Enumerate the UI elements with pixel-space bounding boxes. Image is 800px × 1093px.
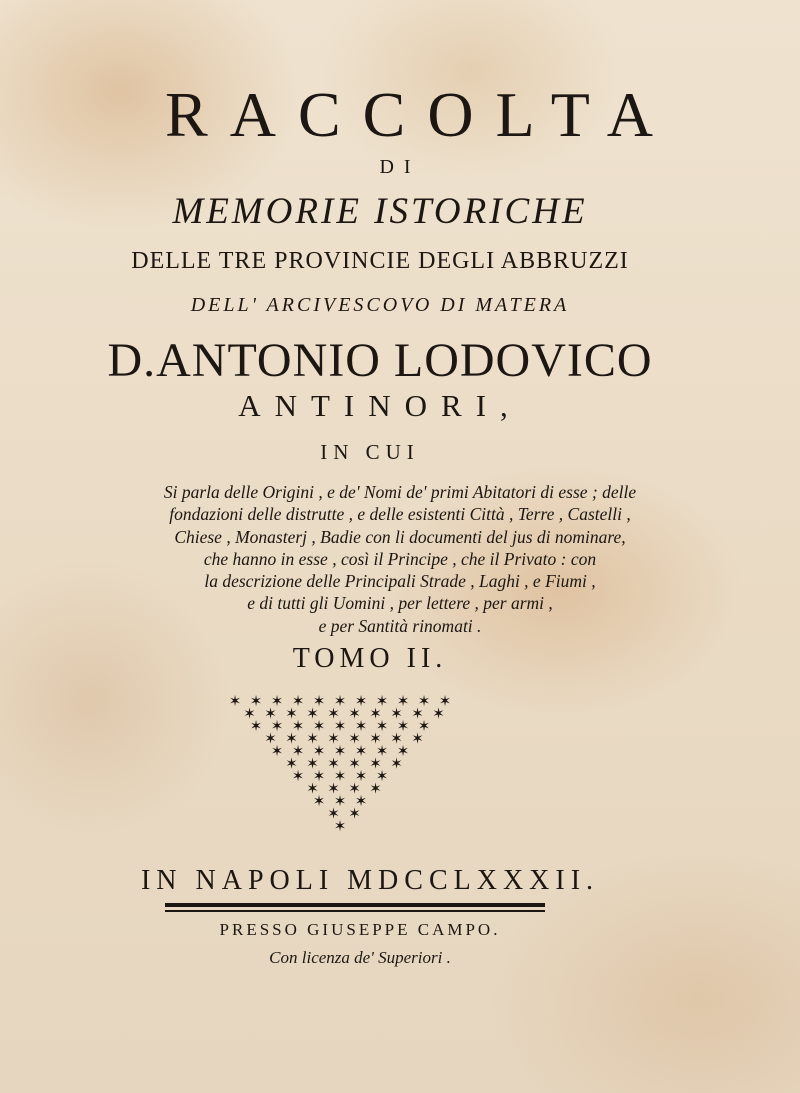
ornament-star: ✶ <box>333 792 347 810</box>
ornament-star: ✶ <box>348 804 361 823</box>
ornament-star: ✶ <box>369 754 382 773</box>
ornament-star: ✶ <box>243 704 256 723</box>
ornament-star: ✶ <box>333 742 347 760</box>
book-subject: DELLE TRE PROVINCIE DEGLI ABBRUZZI <box>131 248 629 274</box>
ornament-star: ✶ <box>285 754 298 773</box>
star-ornament <box>215 692 465 842</box>
ornament-star: ✶ <box>354 742 368 760</box>
ornament-star: ✶ <box>411 729 424 748</box>
ornament-star: ✶ <box>327 754 340 773</box>
ornament-star: ✶ <box>396 692 410 710</box>
ornament-star: ✶ <box>327 779 340 798</box>
ornament-star: ✶ <box>390 729 403 748</box>
ornament-star: ✶ <box>285 704 298 723</box>
ornament-star: ✶ <box>327 704 340 723</box>
description-line: che hanno in esse , così il Principe , che il Privato : con <box>203 548 597 569</box>
volume-number: TOMO II. <box>292 643 448 674</box>
ornament-star: ✶ <box>333 717 347 735</box>
ornament-star: ✶ <box>312 767 326 785</box>
author-name: D.ANTONIO LODOVICO <box>107 334 653 387</box>
ornament-star: ✶ <box>333 817 347 835</box>
ornament-star: ✶ <box>432 704 445 723</box>
ornament-star: ✶ <box>369 729 382 748</box>
ornament-star: ✶ <box>354 792 368 810</box>
double-rule-thin <box>165 910 545 912</box>
ornament-star: ✶ <box>312 717 326 735</box>
ornament-star: ✶ <box>354 767 368 785</box>
ornament-star: ✶ <box>354 692 368 710</box>
ornament-star: ✶ <box>390 704 403 723</box>
ornament-star: ✶ <box>264 704 277 723</box>
ornament-star: ✶ <box>333 767 347 785</box>
ornament-star: ✶ <box>417 692 431 710</box>
ornament-star: ✶ <box>270 717 284 735</box>
license-note: Con licenza de' Superiori . <box>269 948 451 967</box>
ornament-star: ✶ <box>396 717 410 735</box>
ornament-star: ✶ <box>417 717 431 735</box>
ornament-star: ✶ <box>327 729 340 748</box>
ornament-star: ✶ <box>375 717 389 735</box>
ornament-star: ✶ <box>264 729 277 748</box>
ornament-star: ✶ <box>291 692 305 710</box>
ornament-star: ✶ <box>312 742 326 760</box>
ornament-star: ✶ <box>285 729 298 748</box>
ornament-star: ✶ <box>375 692 389 710</box>
ornament-star: ✶ <box>306 704 319 723</box>
description-block <box>0 481 800 637</box>
ornament-star: ✶ <box>369 704 382 723</box>
ornament-star: ✶ <box>354 717 368 735</box>
ornament-star: ✶ <box>348 704 361 723</box>
description-line: Si parla delle Origini , e de' Nomi de' primi Abitatori di esse ; delle <box>163 482 637 502</box>
in-cui-heading: IN CUI <box>320 440 420 464</box>
author-surname: ANTINORI, <box>238 388 522 423</box>
imprint-place: IN NAPOLI MDCCLXXXII. <box>140 865 600 896</box>
ornament-star: ✶ <box>438 692 452 710</box>
ornament-star: ✶ <box>291 742 305 760</box>
description-line: la descrizione delle Principali Strade , Laghi , e Fiumi , <box>204 571 596 592</box>
ornament-star: ✶ <box>270 742 284 760</box>
title-connector: DI <box>379 156 421 178</box>
ornament-star: ✶ <box>306 754 319 773</box>
ornament-star: ✶ <box>306 729 319 748</box>
double-rule-thick <box>165 903 545 907</box>
ornament-star: ✶ <box>249 692 263 710</box>
ornament-star: ✶ <box>348 779 361 798</box>
ornament-star: ✶ <box>369 779 382 798</box>
ornament-star: ✶ <box>228 692 242 710</box>
ornament-star: ✶ <box>390 754 403 773</box>
ornament-star: ✶ <box>270 692 284 710</box>
book-title: RACCOLTA <box>165 79 675 150</box>
book-subtitle: MEMORIE ISTORICHE <box>172 191 588 232</box>
ornament-star: ✶ <box>348 729 361 748</box>
author-title: DELL' ARCIVESCOVO DI MATERA <box>190 294 570 316</box>
description-line: Chiese , Monasterj , Badie con li documenti del jus di nominare, <box>174 526 626 547</box>
ornament-star: ✶ <box>375 742 389 760</box>
ornament-star: ✶ <box>249 717 263 735</box>
ornament-star: ✶ <box>306 779 319 798</box>
description-line: e per Santità rinomati . <box>318 615 482 636</box>
ornament-star: ✶ <box>375 767 389 785</box>
ornament-star: ✶ <box>291 717 305 735</box>
ornament-star: ✶ <box>411 704 424 723</box>
printer-name: PRESSO GIUSEPPE CAMPO. <box>219 920 501 939</box>
ornament-star: ✶ <box>333 692 347 710</box>
ornament-star: ✶ <box>312 792 326 810</box>
ornament-star: ✶ <box>348 754 361 773</box>
ornament-star: ✶ <box>327 804 340 823</box>
description-line: fondazioni delle distrutte , e delle esistenti Città , Terre , Castelli , <box>169 504 631 525</box>
ornament-star: ✶ <box>396 742 410 760</box>
ornament-star: ✶ <box>312 692 326 710</box>
ornament-star: ✶ <box>291 767 305 785</box>
description-line: e di tutti gli Uomini , per lettere , per armi , <box>247 593 553 614</box>
